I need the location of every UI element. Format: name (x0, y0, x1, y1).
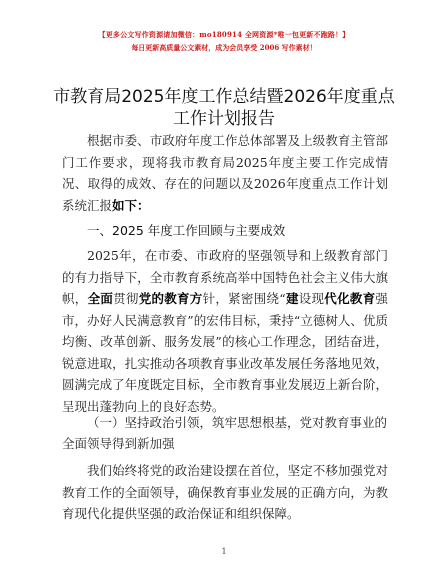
promo-banner-line-2: 每日更新高质量公文素材，成为会员享受 2006 写作素材！ (131, 43, 317, 52)
title-line-2: 工作计划报告 (173, 109, 275, 129)
subsection-1-heading: （一）坚持政治引领，筑牢思想根基，党对教育事业的全面领导得到新加强 (62, 415, 388, 451)
intro-paragraph-end: 如下： (112, 197, 150, 213)
section-1-para-bold-2: 党的教育方 (138, 291, 203, 306)
section-1-para-bold-3: 建 (285, 291, 299, 306)
section-1-para-start: 2025年，在市委、市政府的坚强领导和上级教育部门的有力指导下，全市教育系统高举中国特色社会主义伟大旗帜， (62, 248, 388, 306)
title-line-1: 市教育局2025年度工作总结暨2026年度重点 (53, 87, 395, 107)
intro-paragraph-main: 根据市委、市政府年度工作总体部署及上级教育主管部门工作要求，现将我市教育局2025年度主要工作完成情况、取得的成效、存在的问题以及2026年度重点工作计划系统汇报 (62, 133, 388, 213)
section-1-paragraph (62, 245, 388, 417)
document-title (40, 86, 408, 130)
section-1-heading: 一、2025 年度工作回顾与主要成效 (87, 223, 286, 238)
section-1-para-mid-2: 针，紧密 (202, 291, 254, 306)
section-1-para-bold-1: 全面 (87, 291, 114, 306)
promo-banner-line-1: 【更多公文写作资源请加微信：mo180914 全网资源*唯一包更新不跑路！】 (98, 30, 350, 39)
subsection-1-paragraph: 我们始终将党的政治建设摆在首位，坚定不移加强党对教育工作的全面领导，确保教育事业发展的正确方向，为教育现代化提供坚强的政治保证和组织保障。 (62, 463, 388, 521)
section-1-para-bold-4: 代化教育 (324, 291, 376, 306)
section-1-para-end: 强市，办好人民满意教育”的宏伟目标，秉持“立德树人、优质均衡、改革创新、服务发展”的核心工作理念，团结奋进，锐意进取，扎实推动各项教育事业改革发展任务落地见效，圆满完成了年度既定目标，全市教育事业发展迈上新台阶，呈现出蓬勃向上的良好态势。 (62, 291, 388, 414)
section-1-para-mid-1: 贯彻 (113, 291, 139, 306)
section-1-para-mid-3: 围绕“ (253, 291, 286, 306)
intro-paragraph (62, 130, 388, 216)
page-number: 1 (221, 547, 227, 556)
section-1-para-mid-4: 设现 (298, 291, 325, 306)
